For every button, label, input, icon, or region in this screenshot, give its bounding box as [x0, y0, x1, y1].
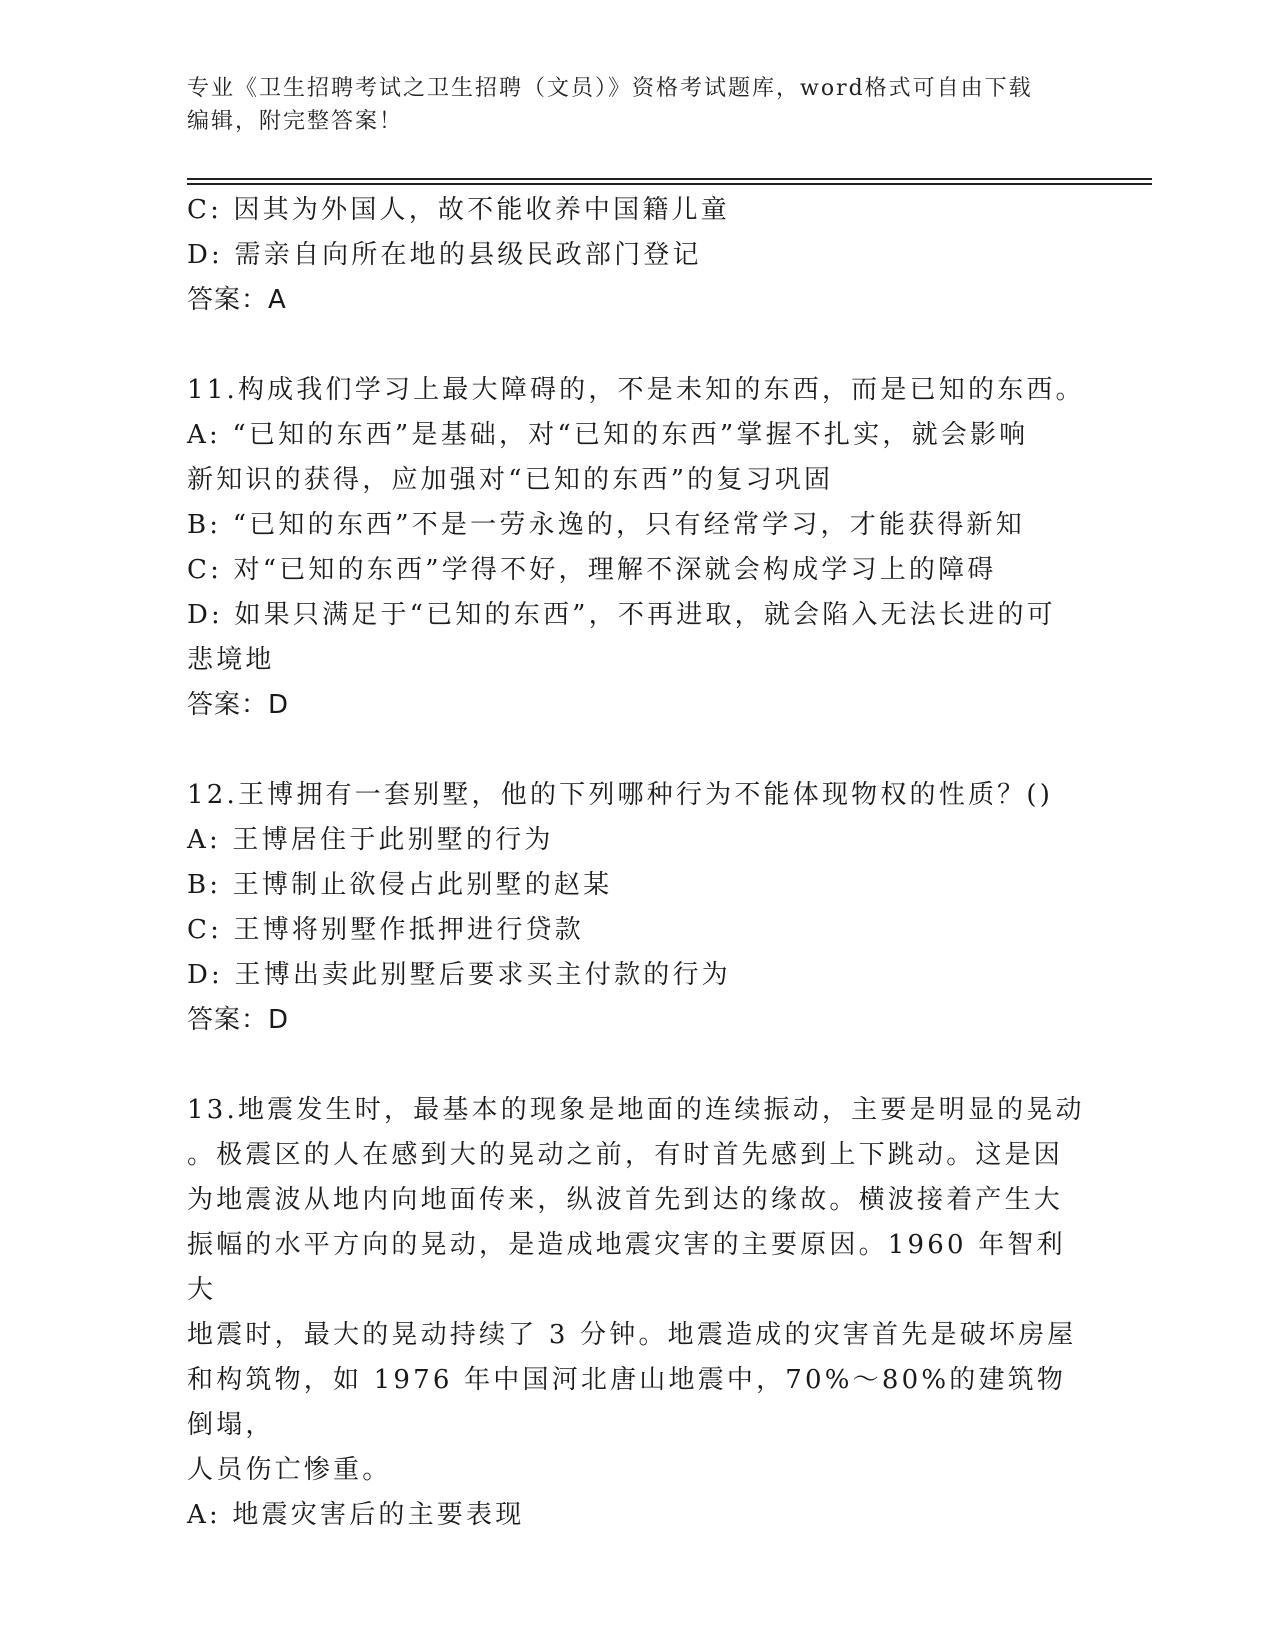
document-body — [187, 188, 1087, 1538]
q10-option-c: C: 因其为外国人，故不能收养中国籍儿童 — [187, 195, 730, 225]
q12-stem: 12.王博拥有一套别墅，他的下列哪种行为不能体现物权的性质？() — [187, 780, 1054, 810]
question-10-continued — [187, 188, 1087, 323]
q12-answer: 答案：D — [187, 1005, 290, 1035]
q10-option-d: D: 需亲自向所在地的县级民政部门登记 — [187, 240, 702, 270]
q13-stem-line-1: 13.地震发生时，最基本的现象是地面的连续振动，主要是明显的晃动 — [187, 1095, 1085, 1125]
q13-stem-line-3: 为地震波从地内向地面传来，纵波首先到达的缘故。横波接着产生大 — [187, 1185, 1064, 1215]
q13-option-a: A: 地震灾害后的主要表现 — [187, 1500, 525, 1530]
q13-stem-line-2: 。极震区的人在感到大的晃动之前，有时首先感到上下跳动。这是因 — [187, 1140, 1064, 1170]
q11-answer: 答案：D — [187, 690, 290, 720]
spacer — [187, 323, 1087, 368]
header-rule-bottom — [187, 183, 1152, 185]
q11-option-b: B: “已知的东西”不是一劳永逸的，只有经常学习，才能获得新知 — [187, 510, 1025, 540]
q13-stem-line-7: 人员伤亡惨重。 — [187, 1455, 392, 1485]
question-13 — [187, 1088, 1087, 1538]
spacer — [187, 728, 1087, 773]
q11-option-d-line-1: D: 如果只满足于“已知的东西”，不再进取，就会陷入无法长进的可 — [187, 600, 1056, 630]
q13-stem-line-6: 和构筑物，如 1976 年中国河北唐山地震中，70%～80%的建筑物倒塌， — [187, 1365, 1067, 1440]
header-rule-top — [187, 178, 1152, 180]
q12-option-c: C: 王博将别墅作抵押进行贷款 — [187, 915, 584, 945]
q11-stem: 11.构成我们学习上最大障碍的，不是未知的东西，而是已知的东西。 — [187, 375, 1085, 405]
q10-answer: 答案：A — [187, 285, 287, 315]
question-12 — [187, 773, 1087, 1043]
q11-option-c: C: 对“已知的东西”学得不好，理解不深就会构成学习上的障碍 — [187, 555, 997, 585]
q11-option-a-line-1: A: “已知的东西”是基础，对“已知的东西”掌握不扎实，就会影响 — [187, 420, 1029, 450]
q12-option-d: D: 王博出卖此别墅后要求买主付款的行为 — [187, 960, 731, 990]
q11-option-a-line-2: 新知识的获得，应加强对“已知的东西”的复习巩固 — [187, 465, 834, 495]
header-line-2: 编辑，附完整答案！ — [187, 109, 404, 134]
q13-stem-line-4: 振幅的水平方向的晃动，是造成地震灾害的主要原因。1960 年智利大 — [187, 1230, 1066, 1305]
header-line-1: 专业《卫生招聘考试之卫生招聘（文员）》资格考试题库，word格式可自由下载 — [187, 76, 1033, 101]
q12-option-b: B: 王博制止欲侵占此别墅的赵某 — [187, 870, 613, 900]
spacer — [187, 1043, 1087, 1088]
q13-stem-line-5: 地震时，最大的晃动持续了 3 分钟。地震造成的灾害首先是破坏房屋 — [187, 1320, 1077, 1350]
q11-option-d-line-2: 悲境地 — [187, 645, 275, 675]
q12-option-a: A: 王博居住于此别墅的行为 — [187, 825, 554, 855]
page-header — [187, 72, 1087, 138]
question-11 — [187, 368, 1087, 728]
